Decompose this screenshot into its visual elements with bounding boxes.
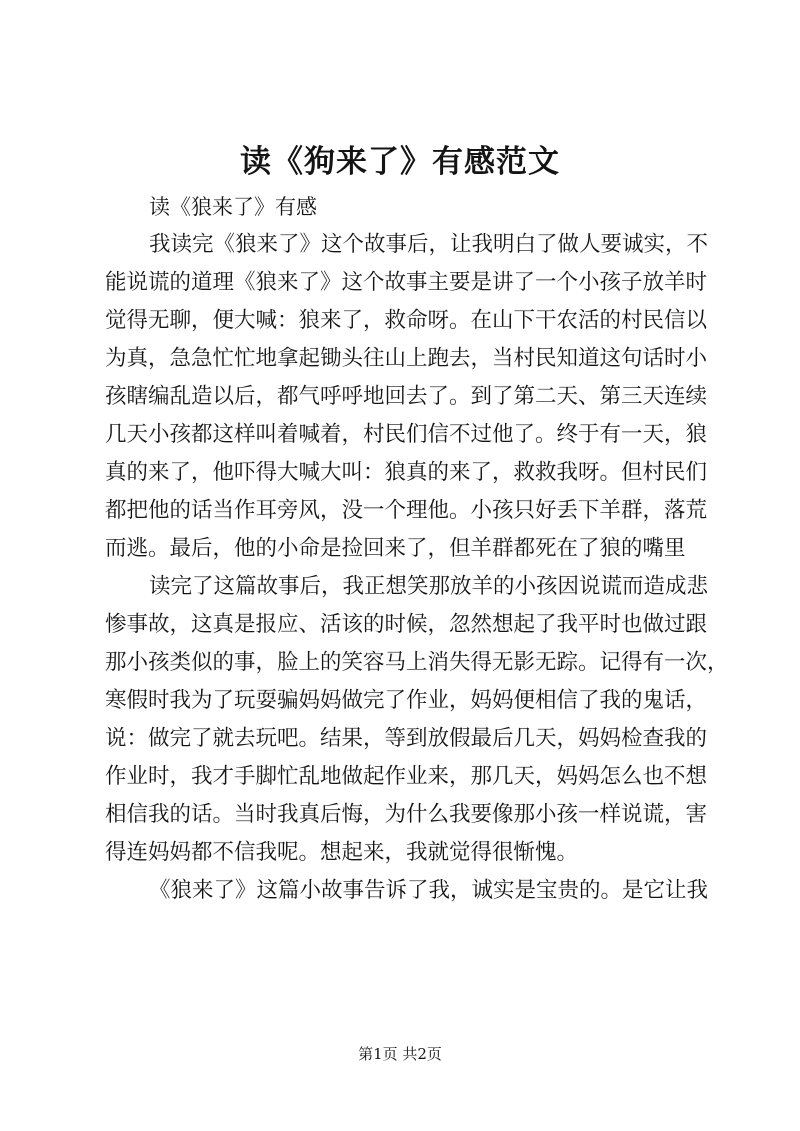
page-number-footer: 第1页 共2页 (358, 1045, 442, 1063)
paragraph-1-line-4: 为真，急急忙忙地拿起锄头往山上跑去，当村民知道这句话时小 (105, 346, 708, 371)
paragraph-2-line-3: 那小孩类似的事，脸上的笑容马上消失得无影无踪。记得有一次， (105, 650, 729, 675)
paragraph-2-line-6: 作业时，我才手脚忙乱地做起作业来，那几天，妈妈怎么也不想 (105, 764, 708, 789)
paragraph-1-line-5: 孩瞎编乱造以后，都气呼呼地回去了。到了第二天、第三天连续 (105, 384, 708, 409)
paragraph-2-line-1: 读完了这篇故事后，我正想笑那放羊的小孩因说谎而造成悲 (149, 574, 709, 599)
paragraph-1-line-8: 都把他的话当作耳旁风，没一个理他。小孩只好丢下羊群，落荒 (105, 498, 708, 523)
paragraph-1-line-3: 觉得无聊，便大喊：狼来了，救命呀。在山下干农活的村民信以 (105, 308, 708, 333)
paragraph-1-line-9: 而逃。最后，他的小命是捡回来了，但羊群都死在了狼的嘴里 (105, 536, 686, 561)
paragraph-1-line-6: 几天小孩都这样叫着喊着，村民们信不过他了。终于有一天，狼 (105, 422, 708, 447)
document-title: 读《狗来了》有感范文 (240, 144, 560, 180)
paragraph-3-line-1: 《狼来了》这篇小故事告诉了我，诚实是宝贵的。是它让我 (149, 878, 709, 903)
document-subtitle: 读《狼来了》有感 (149, 195, 317, 219)
paragraph-1-line-7: 真的来了，他吓得大喊大叫：狼真的来了，救救我呀。但村民们 (105, 460, 708, 485)
paragraph-2-line-4: 寒假时我为了玩耍骗妈妈做完了作业，妈妈便相信了我的鬼话， (105, 688, 708, 713)
paragraph-1-line-2: 能说谎的道理《狼来了》这个故事主要是讲了一个小孩子放羊时 (105, 270, 708, 295)
paragraph-2-line-8: 得连妈妈都不信我呢。想起来，我就觉得很惭愧。 (105, 840, 579, 865)
paragraph-1-line-1: 我读完《狼来了》这个故事后，让我明白了做人要诚实，不 (149, 232, 709, 257)
paragraph-2-line-5: 说：做完了就去玩吧。结果，等到放假最后几天，妈妈检查我的 (105, 726, 708, 751)
paragraph-2-line-2: 惨事故，这真是报应、活该的时候，忽然想起了我平时也做过跟 (105, 612, 708, 637)
paragraph-2-line-7: 相信我的话。当时我真后悔，为什么我要像那小孩一样说谎，害 (105, 802, 708, 827)
